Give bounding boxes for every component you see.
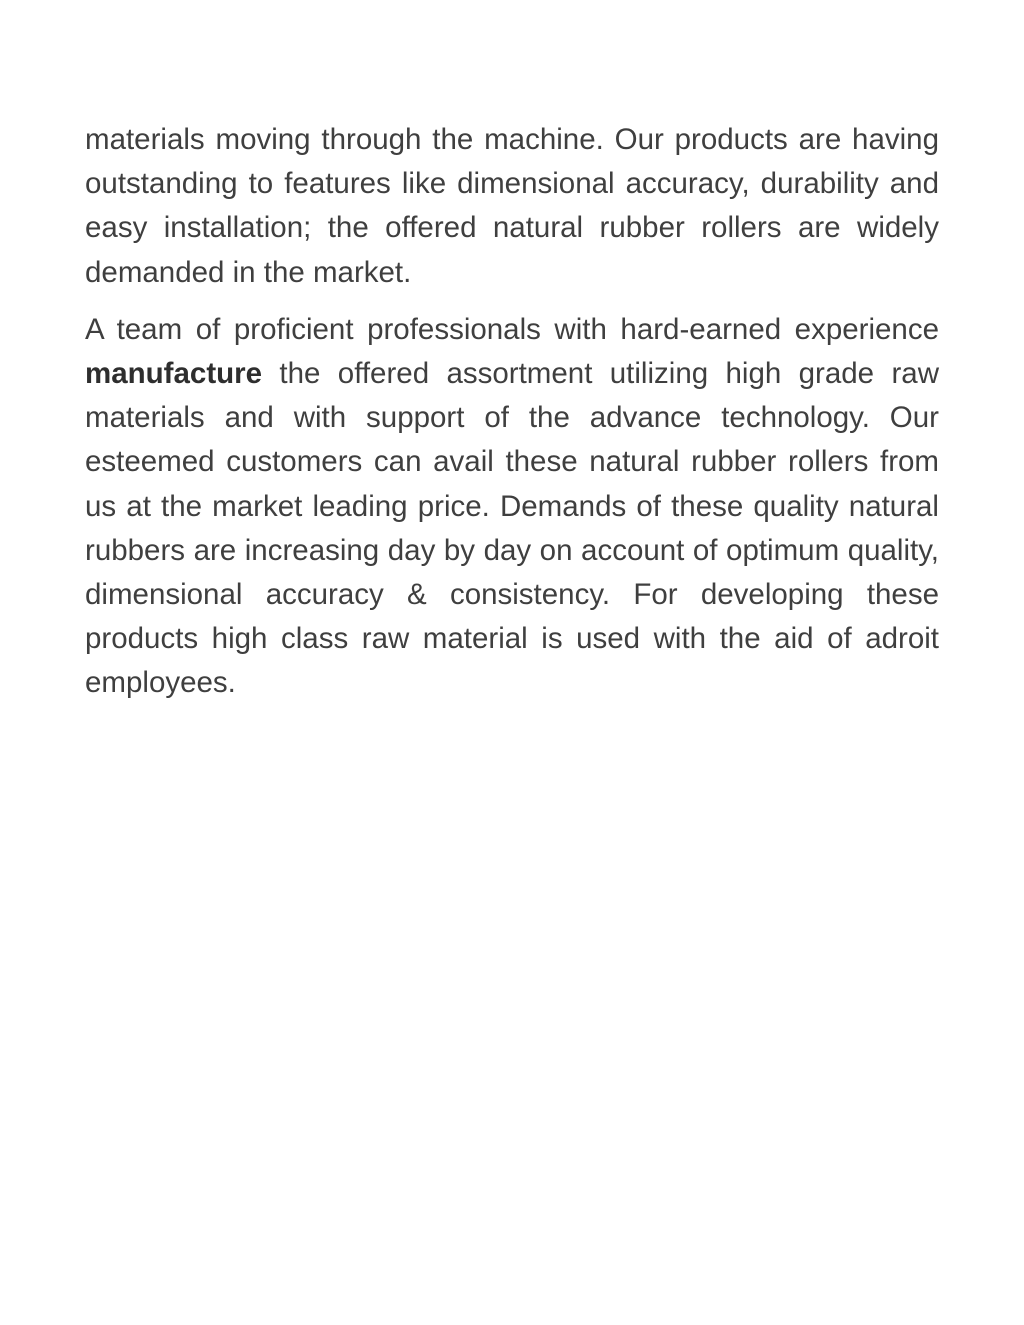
paragraph-2-lead-text: A team of proficient professionals with hard-earned experience <box>85 312 939 346</box>
paragraph-2-rest-text: the offered assortment utilizing high grade raw materials and with support of the advance technology. Our esteemed customers can avail these natural rubber rollers from us at the market leading price. Demands of these quality natural rubbers are increasing day by day on account of optimum quality, dimensional accuracy & consistency. For developing these products high class raw material is used with the aid of adroit employees. <box>85 357 939 700</box>
paragraph-2 <box>85 308 939 706</box>
paragraph-1: materials moving through the machine. Our products are having outstanding to features like dimensional accuracy, durability and easy installation; the offered natural rubber rollers are widely demanded in the market. <box>85 123 939 289</box>
bold-keyword: manufacture <box>85 357 263 391</box>
document-body <box>85 118 939 706</box>
